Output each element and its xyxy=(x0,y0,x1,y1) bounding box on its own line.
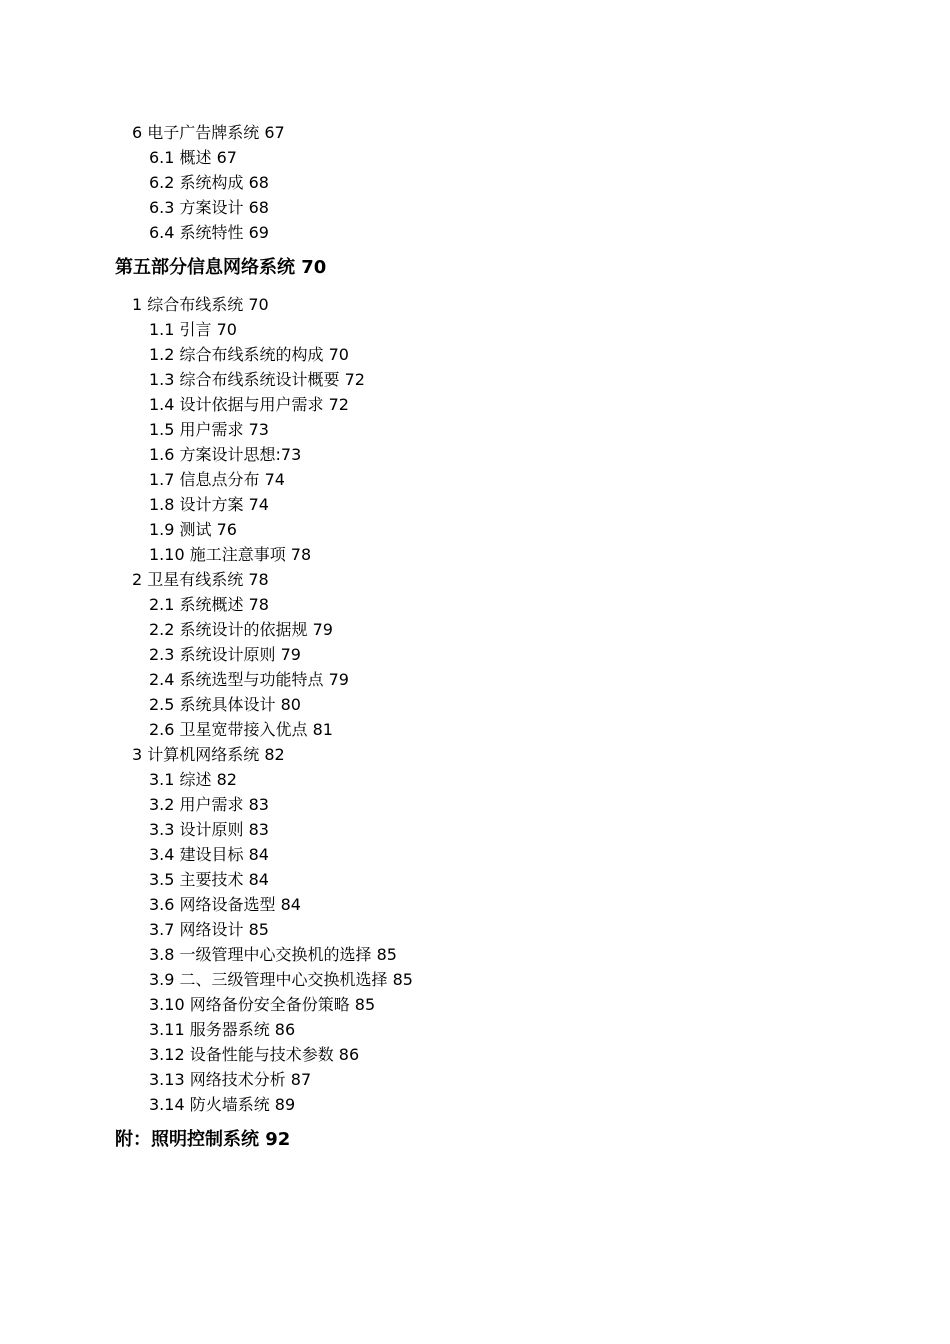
toc-section-entry[interactable]: 6.3 方案设计 68 xyxy=(149,198,269,217)
toc-section-entry[interactable]: 3.13 网络技术分析 87 xyxy=(149,1070,312,1089)
toc-section-entry[interactable]: 3.14 防火墙系统 89 xyxy=(149,1095,296,1114)
toc-section-entry[interactable]: 1.4 设计依据与用户需求 72 xyxy=(149,395,349,414)
toc-section-entry[interactable]: 1.1 引言 70 xyxy=(149,320,237,339)
toc-part5-entries xyxy=(0,292,950,1117)
toc-part-title[interactable]: 第五部分信息网络系统 70 xyxy=(115,257,327,278)
toc-section-entry[interactable]: 1.8 设计方案 74 xyxy=(149,495,269,514)
toc-section-entry[interactable]: 2.1 系统概述 78 xyxy=(149,595,269,614)
toc-section-entry[interactable]: 1.5 用户需求 73 xyxy=(149,420,269,439)
table-of-contents xyxy=(0,120,950,1152)
toc-section-entry[interactable]: 3.5 主要技术 84 xyxy=(149,870,269,889)
toc-appendix-title[interactable]: 附：照明控制系统 92 xyxy=(115,1129,291,1150)
toc-section-entry[interactable]: 3.6 网络设备选型 84 xyxy=(149,895,301,914)
toc-chapter-entry[interactable]: 2 卫星有线系统 78 xyxy=(132,570,269,589)
toc-section-entry[interactable]: 3.12 设备性能与技术参数 86 xyxy=(149,1045,360,1064)
toc-section-entry[interactable]: 3.10 网络备份安全备份策略 85 xyxy=(149,995,376,1014)
toc-section-entry[interactable]: 1.9 测试 76 xyxy=(149,520,237,539)
toc-chapter-entry[interactable]: 6 电子广告牌系统 67 xyxy=(132,123,285,142)
toc-section-entry[interactable]: 2.2 系统设计的依据规 79 xyxy=(149,620,333,639)
toc-section-entry[interactable]: 3.4 建设目标 84 xyxy=(149,845,269,864)
toc-section-entry[interactable]: 3.2 用户需求 83 xyxy=(149,795,269,814)
toc-section-entry[interactable]: 1.3 综合布线系统设计概要 72 xyxy=(149,370,365,389)
toc-section-entry[interactable]: 3.8 一级管理中心交换机的选择 85 xyxy=(149,945,397,964)
toc-section-entry[interactable]: 3.9 二、三级管理中心交换机选择 85 xyxy=(149,970,413,989)
toc-section-6 xyxy=(0,120,950,245)
toc-section-entry[interactable]: 2.4 系统选型与功能特点 79 xyxy=(149,670,349,689)
toc-section-entry[interactable]: 2.3 系统设计原则 79 xyxy=(149,645,301,664)
toc-section-entry[interactable]: 2.6 卫星宽带接入优点 81 xyxy=(149,720,333,739)
toc-section-entry[interactable]: 3.11 服务器系统 86 xyxy=(149,1020,296,1039)
toc-section-entry[interactable]: 1.10 施工注意事项 78 xyxy=(149,545,312,564)
toc-section-entry[interactable]: 2.5 系统具体设计 80 xyxy=(149,695,301,714)
toc-section-entry[interactable]: 3.3 设计原则 83 xyxy=(149,820,269,839)
toc-section-entry[interactable]: 1.6 方案设计思想:73 xyxy=(149,445,302,464)
toc-section-entry[interactable]: 6.4 系统特性 69 xyxy=(149,223,269,242)
toc-section-entry[interactable]: 1.2 综合布线系统的构成 70 xyxy=(149,345,349,364)
toc-section-entry[interactable]: 6.2 系统构成 68 xyxy=(149,173,269,192)
toc-chapter-entry[interactable]: 1 综合布线系统 70 xyxy=(132,295,269,314)
toc-section-entry[interactable]: 6.1 概述 67 xyxy=(149,148,237,167)
toc-section-entry[interactable]: 1.7 信息点分布 74 xyxy=(149,470,285,489)
toc-section-entry[interactable]: 3.7 网络设计 85 xyxy=(149,920,269,939)
toc-chapter-entry[interactable]: 3 计算机网络系统 82 xyxy=(132,745,285,764)
toc-section-entry[interactable]: 3.1 综述 82 xyxy=(149,770,237,789)
